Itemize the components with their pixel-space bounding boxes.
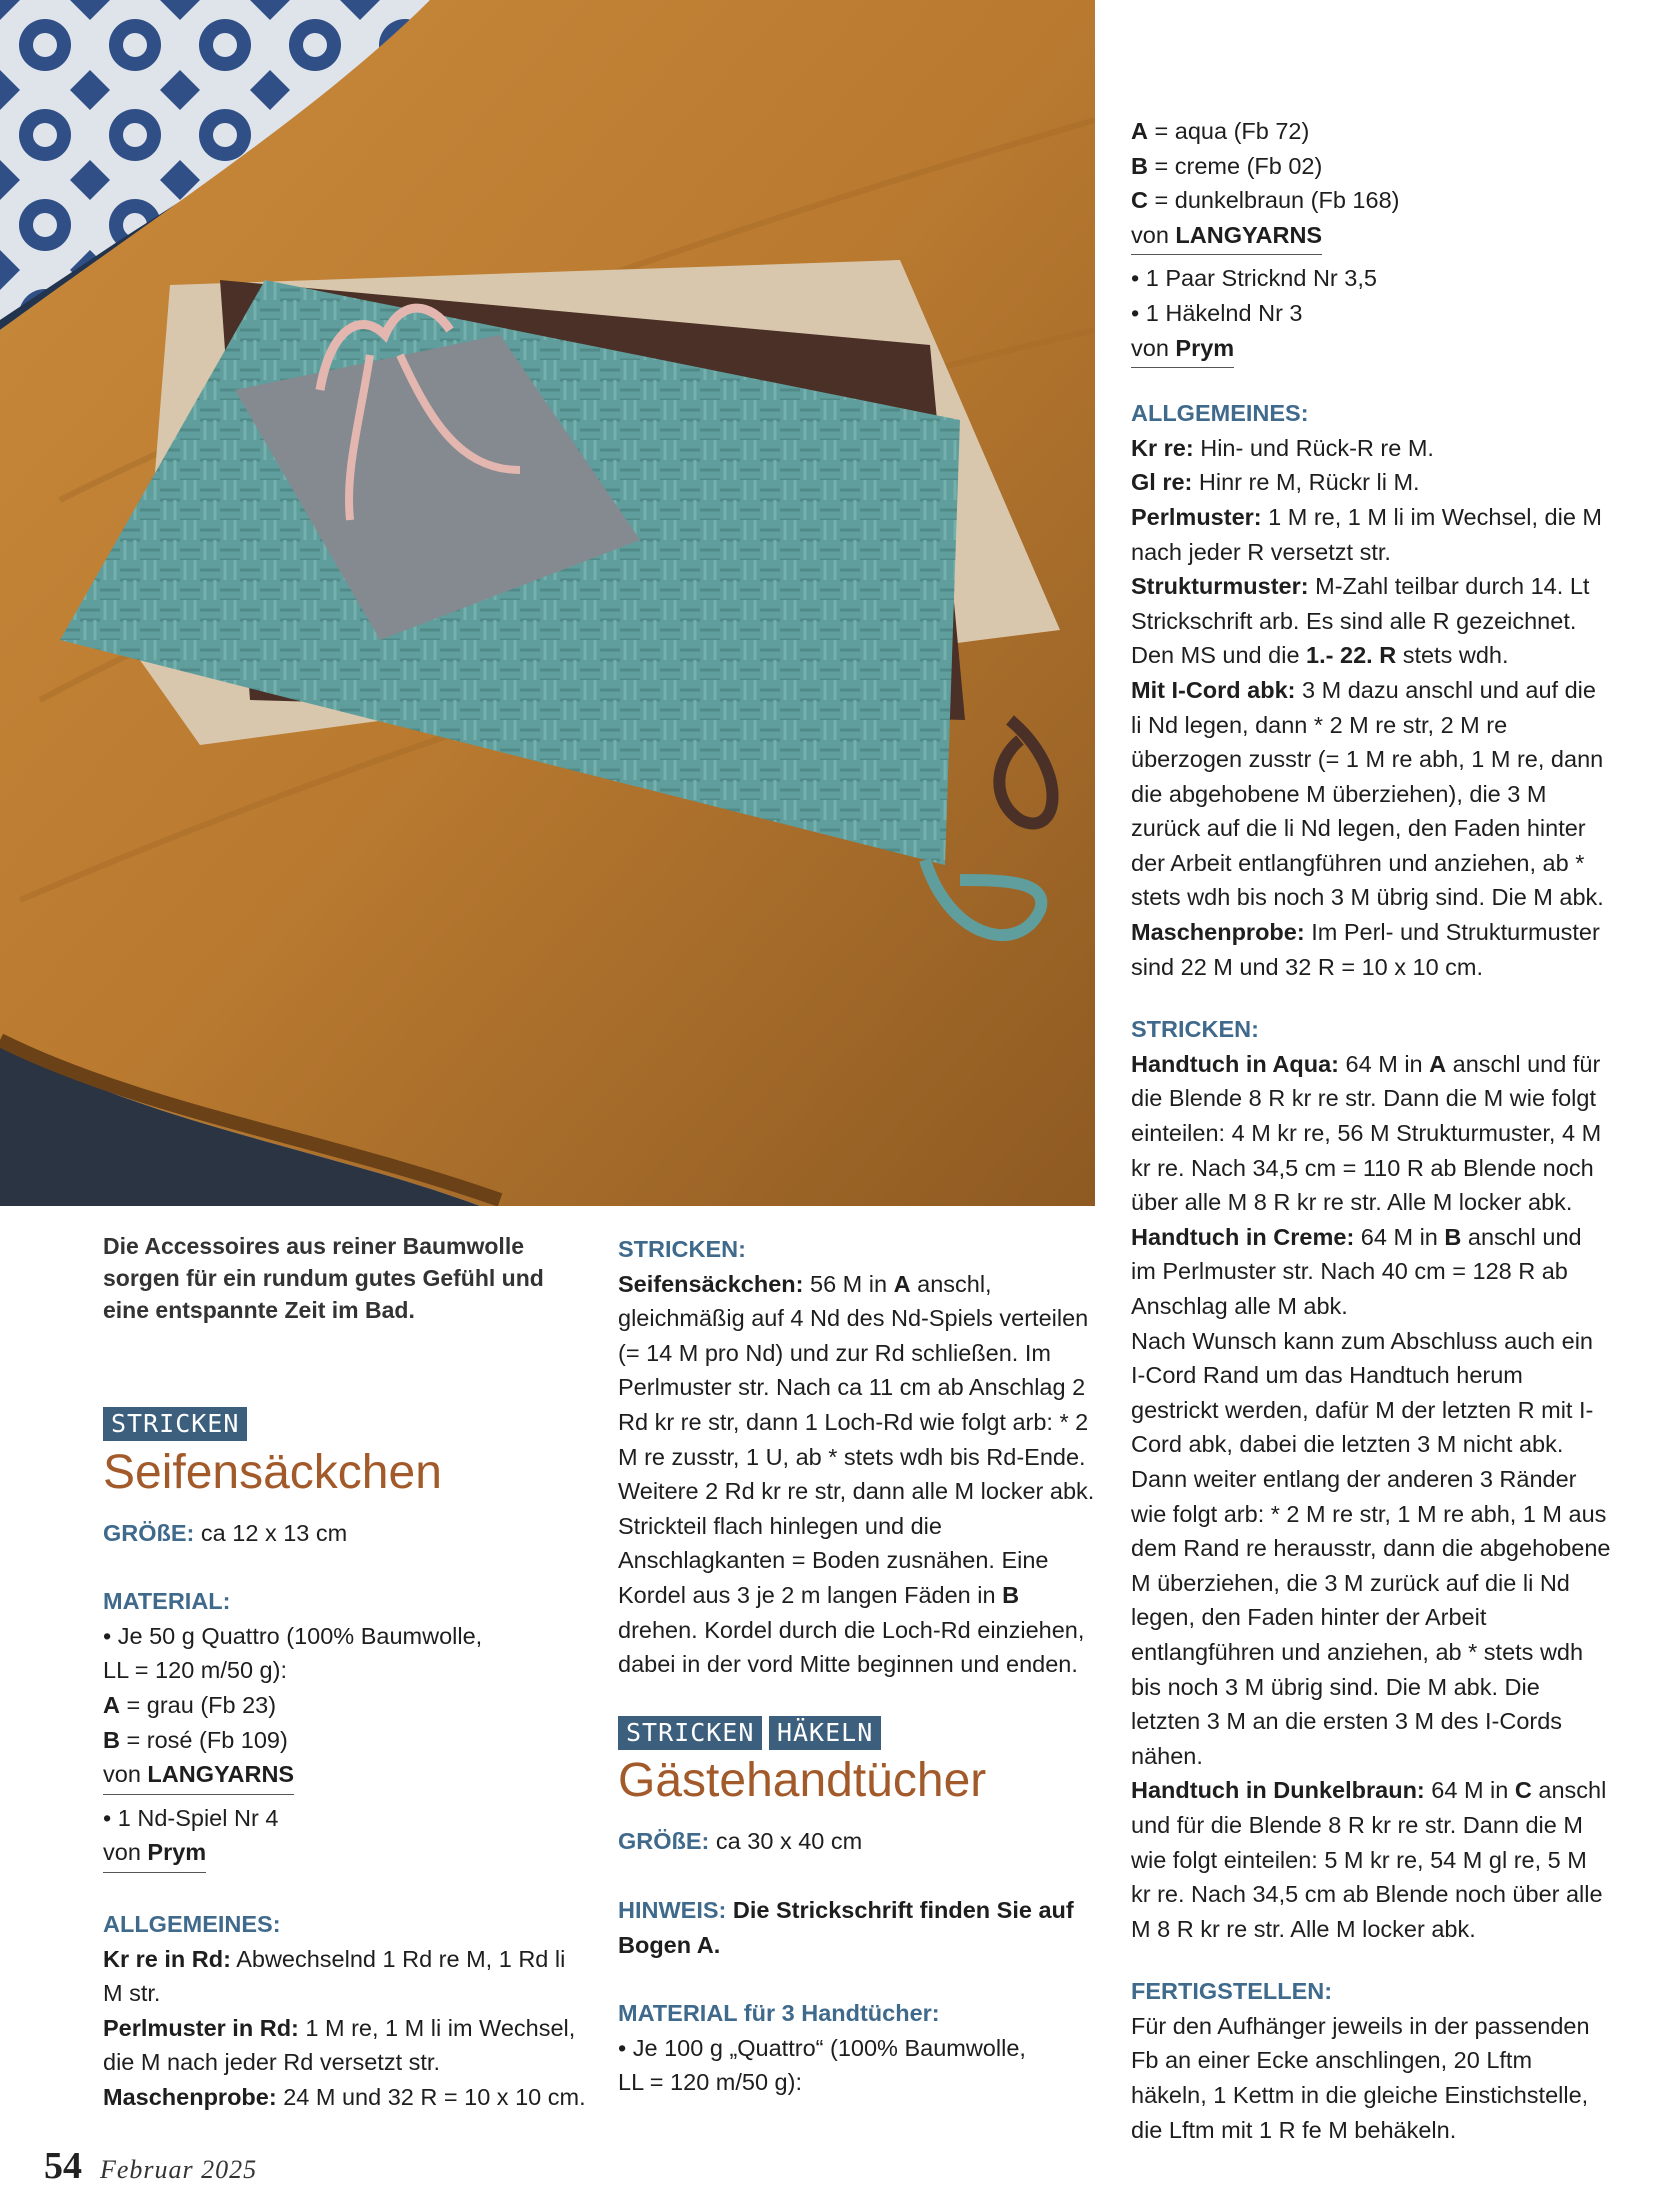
photo-caption: Die Accessoires aus reiner Baumwolle sorgen für ein rundum gutes Gefühl und eine entspannte Zeit im Bad. xyxy=(103,1233,544,1323)
creme-instructions: Handtuch in Creme: 64 M in B anschl und im Perlmuster str. Nach 40 cm = 128 R ab Anschlag alle M abk. xyxy=(1131,1223,1582,1319)
color-a: A = grau (Fb 23) xyxy=(103,1691,277,1718)
maschenprobe-text: Maschenprobe: Im Perl- und Strukturmuster sind 22 M und 32 R = 10 x 10 cm. xyxy=(1131,919,1600,980)
allgemeines-heading: ALLGEMEINES: xyxy=(103,1910,281,1937)
section-tag: STRICKEN xyxy=(618,1716,762,1750)
fertigstellen-heading: FERTIGSTELLEN: xyxy=(1131,1978,1333,2005)
strukturmuster-text: Strukturmuster: M-Zahl teilbar durch 14. Lt Strickschrift arb. Es sind alle R gezeichnet. Den MS und die 1.- 22. R stets wdh. xyxy=(1131,573,1590,669)
material-line-2: LL = 120 m/50 g): xyxy=(618,2069,802,2096)
needle-line: • 1 Nd-Spiel Nr 4 xyxy=(103,1804,279,1831)
page-number: 54 xyxy=(44,2145,82,2187)
color-a: A = aqua (Fb 72) xyxy=(1131,118,1310,144)
material-heading: MATERIAL für 3 Handtücher: xyxy=(618,2000,940,2027)
issue-date: Februar 2025 xyxy=(100,2155,258,2184)
kr-re-text: Kr re in Rd: Abwechselnd 1 Rd re M, 1 Rd li M str. xyxy=(103,1945,566,2007)
fertigstellen-text: Für den Aufhänger jeweils in der passenden Fb an einer Ecke anschlingen, 20 Lftm häkeln, 1 Kettm in die gleiche Einstichstelle, die Lftm mit 1 R fe M behäkeln. xyxy=(1131,2012,1590,2143)
groesse-line: GRÖßE: ca 12 x 13 cm xyxy=(103,1519,348,1546)
material-heading: MATERIAL: xyxy=(103,1588,231,1615)
gl-re-text: Gl re: Hinr re M, Rückr li M. xyxy=(1131,469,1420,496)
groesse-line: GRÖßE: ca 30 x 40 cm xyxy=(618,1828,863,1855)
allgemeines-heading: ALLGEMEINES: xyxy=(1131,400,1309,427)
braun-instructions: Handtuch in Dunkelbraun: 64 M in C anschl und für die Blende 8 R kr re str. Dann die M wie folgt einteilen: 5 M kr re, 54 M gl re, 5 M kr re. Nach 34,5 cm ab Blende noch über alle M 8 R kr re str. Alle M locker abk. xyxy=(1131,1777,1607,1942)
perlmuster-text: Perlmuster in Rd: 1 M re, 1 M li im Wechsel, die M nach jeder Rd versetzt str. xyxy=(103,2014,576,2076)
stricken-heading: STRICKEN: xyxy=(618,1236,746,1262)
kr-re-text: Kr re: Hin- und Rück-R re M. xyxy=(1131,434,1434,461)
maschenprobe-text: Maschenprobe: 24 M und 32 R = 10 x 10 cm. xyxy=(103,2083,586,2110)
hinweis-line: HINWEIS: Die Strickschrift finden Sie auf Bogen A. xyxy=(618,1896,1074,1958)
color-b: B = creme (Fb 02) xyxy=(1131,152,1323,179)
needle-line-2: • 1 Häkelnd Nr 3 xyxy=(1131,299,1303,326)
icord-option-text: Nach Wunsch kann zum Abschluss auch ein I-Cord Rand um das Handtuch herum gestrickt werden, dafür M der letzten R mit I-Cord abk, dabei die letzten 3 M nicht abk. Dann weiter entlang der anderen 3 Ränder wie folgt arb: * 2 M re str, 1 M re abh, 1 M aus dem Rand re herausstr, dann die abgehobene M überziehen, die 3 M zurück auf die li Nd legen, den Faden hinter der Arbeit entlangführen und anziehen, ab * stets wdh bis noch 3 M übrig sind. Die M abk. Die letzten 3 M an die ersten 3 M des I-Cords nähen. xyxy=(1131,1327,1611,1769)
seifen-instructions: Seifensäckchen: 56 M in A anschl, gleichmäßig auf 4 Nd des Nd-Spiels verteilen (= 14 M pro Nd) und zur Rd schließen. Im Perlmuster str. Nach ca 11 cm ab Anschlag 2 Rd kr re str, dann 1 Loch-Rd wie folgt arb: * 2 M re zusstr, 1 U, ab * stets wdh bis Rd-Ende. Weitere 2 Rd kr re str, dann alle M locker abk. Strickteil flach hinlegen und die Anschlagkanten = Boden zusnähen. Eine Kordel aus 3 je 2 m langen Fäden in B drehen. Kordel durch die Loch-Rd einziehen, dabei in der vord Mitte beginnen und enden. xyxy=(618,1270,1095,1678)
middle-column xyxy=(618,1232,1096,2100)
section-tag: STRICKEN xyxy=(103,1407,247,1441)
supplier-needle: von Prym xyxy=(1131,331,1611,369)
color-c: C = dunkelbraun (Fb 168) xyxy=(1131,187,1400,214)
page-footer xyxy=(44,2144,257,2188)
supplier-yarn: von LANGYARNS xyxy=(1131,218,1611,256)
needle-line-1: • 1 Paar Stricknd Nr 3,5 xyxy=(1131,265,1377,292)
color-b: B = rosé (Fb 109) xyxy=(103,1726,288,1753)
icord-text: Mit I-Cord abk: 3 M dazu anschl und auf die li Nd legen, dann * 2 M re str, 2 M re überzogen zusstr (= 1 M re abh, 1 M re, dann die abgehobene M überziehen), die 3 M zurück auf die li Nd legen, den Faden hinter der Arbeit entlangführen und anziehen, ab * stets wdh bis noch 3 M übrig sind. Die M abk. xyxy=(1131,676,1604,911)
section-title: Seifensäckchen xyxy=(103,1445,442,1499)
right-column xyxy=(1131,114,1611,2147)
material-line-1: • Je 50 g Quattro (100% Baumwolle, xyxy=(103,1622,483,1649)
material-line-2: LL = 120 m/50 g): xyxy=(103,1657,287,1684)
material-line-1: • Je 100 g „Quattro“ (100% Baumwolle, xyxy=(618,2034,1026,2061)
supplier-needle: von Prym xyxy=(103,1835,588,1873)
section-title: Gästehandtücher xyxy=(618,1754,987,1808)
knit-towels-illustration xyxy=(0,0,1095,1206)
stricken-heading: STRICKEN: xyxy=(1131,1016,1259,1043)
product-photo xyxy=(0,0,1095,1206)
seifen-column xyxy=(103,1407,588,2115)
section-tag: HÄKELN xyxy=(769,1716,881,1750)
supplier-yarn: von LANGYARNS xyxy=(103,1757,588,1795)
perlmuster-text: Perlmuster: 1 M re, 1 M li im Wechsel, die M nach jeder R versetzt str. xyxy=(1131,503,1603,565)
aqua-instructions: Handtuch in Aqua: 64 M in A anschl und für die Blende 8 R kr re str. Dann die M wie folgt einteilen: 4 M kr re, 56 M Strukturmuster, 4 M kr re. Nach 34,5 cm = 110 R ab Blende noch über alle M 8 R kr re str. Alle M locker abk. xyxy=(1131,1050,1602,1216)
